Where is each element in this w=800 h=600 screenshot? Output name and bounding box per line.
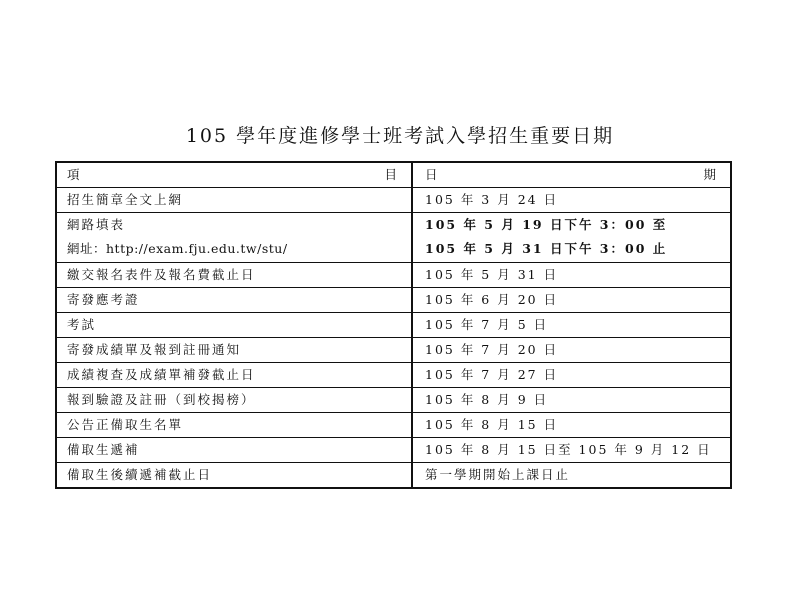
- header-date-left: 日: [425, 167, 440, 182]
- item-cell: [57, 263, 413, 287]
- document-title: 105 學年度進修學士班考試入學招生重要日期: [185, 125, 615, 147]
- item-cell: [57, 388, 413, 412]
- table-row: [57, 437, 730, 462]
- date-cell: [413, 388, 730, 412]
- table-row: [57, 212, 730, 262]
- item-cell: [57, 188, 413, 212]
- item-text: 繳交報名表件及報名費截止日: [67, 267, 256, 282]
- item-cell: [57, 313, 413, 337]
- date-cell: [413, 313, 730, 337]
- item-text: 寄發成績單及報到註冊通知: [67, 342, 242, 357]
- table-row: [57, 362, 730, 387]
- item-text: 公告正備取生名單: [67, 417, 184, 432]
- item-text: 備取生後續遞補截止日: [67, 467, 213, 482]
- table-row: [57, 312, 730, 337]
- item-text: 成績複查及成績單補發截止日: [67, 367, 256, 382]
- date-cell: [413, 363, 730, 387]
- item-text: 報到驗證及註冊（到校揭榜）: [67, 392, 256, 407]
- item-cell: [57, 463, 413, 487]
- date-cell: [413, 213, 730, 262]
- table-row: [57, 337, 730, 362]
- date-text: 105 年 6 月 20 日: [425, 292, 559, 307]
- date-sub-text: 105 年 5 月 31 日下午 3：00 止: [425, 241, 668, 256]
- date-cell: [413, 288, 730, 312]
- date-text: 105 年 5 月 31 日: [425, 267, 559, 282]
- item-cell: [57, 413, 413, 437]
- date-text: 105 年 5 月 19 日下午 3：00 至: [425, 217, 668, 232]
- date-text: 105 年 7 月 5 日: [425, 317, 549, 332]
- date-cell: [413, 338, 730, 362]
- date-text: 105 年 7 月 27 日: [425, 367, 559, 382]
- header-item-cell: [57, 163, 413, 187]
- header-date-right: 期: [703, 167, 718, 182]
- header-item-left: 項: [67, 167, 82, 182]
- table-header-row: [57, 163, 730, 187]
- item-cell: [57, 363, 413, 387]
- header-date-cell: [413, 163, 730, 187]
- item-text: 寄發應考證: [67, 292, 140, 307]
- item-text: 考試: [67, 317, 97, 332]
- item-cell: [57, 213, 413, 262]
- table-row: [57, 262, 730, 287]
- table-row: [57, 412, 730, 437]
- date-cell: [413, 413, 730, 437]
- date-text: 105 年 3 月 24 日: [425, 192, 559, 207]
- item-text: 招生簡章全文上網: [67, 192, 184, 207]
- table-row: [57, 387, 730, 412]
- date-text: 105 年 7 月 20 日: [425, 342, 559, 357]
- date-cell: [413, 263, 730, 287]
- date-text: 第一學期開始上課日止: [425, 467, 571, 482]
- item-cell: [57, 288, 413, 312]
- date-text: 105 年 8 月 9 日: [425, 392, 549, 407]
- date-cell: [413, 438, 730, 462]
- table-row: [57, 187, 730, 212]
- item-text: 網路填表: [67, 217, 126, 232]
- date-cell: [413, 463, 730, 487]
- item-cell: [57, 438, 413, 462]
- date-text: 105 年 8 月 15 日: [425, 417, 559, 432]
- header-item-right: 目: [384, 167, 399, 182]
- item-text: 備取生遞補: [67, 442, 140, 457]
- schedule-table: [55, 161, 732, 489]
- date-text: 105 年 8 月 15 日至 105 年 9 月 12 日: [425, 442, 712, 457]
- date-cell: [413, 188, 730, 212]
- table-row: [57, 462, 730, 487]
- table-row: [57, 287, 730, 312]
- item-cell: [57, 338, 413, 362]
- item-url-text: 網址：http://exam.fju.edu.tw/stu/: [67, 241, 288, 256]
